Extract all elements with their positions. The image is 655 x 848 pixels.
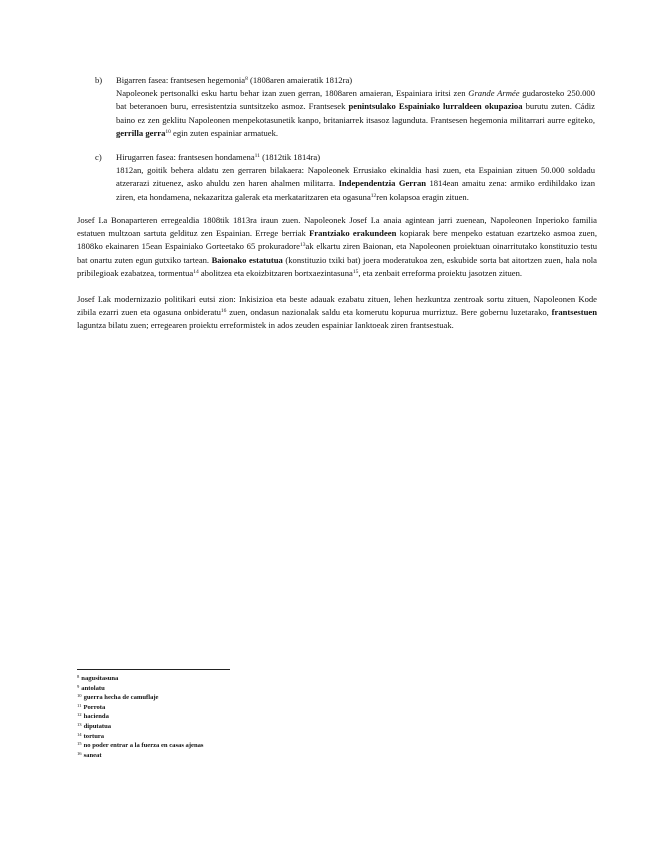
footnote: $^{16}$ saneat <box>77 750 102 759</box>
footnote: $^{12}$ hacienda <box>77 712 109 721</box>
footnote: $^{13}$ diputatua <box>77 721 112 730</box>
footnote: $^9$ antolatu <box>77 683 105 692</box>
section-c-body: 1812an, goitik behera aldatu zen gerraren bilakaera: Napoleonek Errusiako ekinaldia hasi zuen, eta Espainian zituen 50.000 soldadu atzerarazi zituenez, asko ahuldu zen haren ahalmen militarra. Independentzia Gerran 1814ean amaitu zena: armiko erdihildako izan ziren, eta hondamena, nekazaritza galerak eta merkataritzaren eta ogasuna$^{12}$ren kolapsoa eragin zituen. <box>116 165 596 202</box>
footnote-separator <box>77 669 230 670</box>
section-b <box>95 74 595 140</box>
section-b-body: Napoleonek pertsonalki esku hartu behar izan zuen gerran, 1808aren amaieran, Espainiara iritsi zen Grande Armée gudarosteko 250.000 bat beteranoen buru, erresistentzia suntsitzeko asmoz. Frantsesek penintsulako Espainiako lurraldeen okupazioa burutu zuten. Cádiz baino ez zen geklitu Napoleonen menpekotasunetik kanpo, britaniarrek itsasoz lagunduta. Frantsesen hegemonia militarrari aurre egiteko, gerrilla gerra$^{10}$ egin zuten espainiar armatuek. <box>116 88 595 138</box>
footnote: $^{11}$ Porrota <box>77 702 106 711</box>
footnote: $^{14}$ tortura <box>77 731 105 740</box>
paragraph-modernization: Josef I.ak modernizazio politikari eutsi zion: Inkisizioa eta beste adauak ezabatu zituen, lehen hezkuntza zentroak sortu zituen, Napoleonen Kode zibila ezarri zuen eta ogasuna onbideratu$^{16}$ zuen, ondasun nazionalak saldu eta komerutu kopurua murriztuz. Bere gobernu luzetarako, frantsestuen laguntza bilatu zuen; erregearen proiektu erreformistek in ados zeuden espainiar Ianktoeak ziren frantsestuak. <box>77 294 597 331</box>
footnote: $^{15}$ no poder entrar a la fuerza en casas ajenas <box>77 741 204 750</box>
section-c <box>95 151 595 204</box>
list-marker-c: c) <box>95 152 102 162</box>
list-marker-b: b) <box>95 75 103 85</box>
paragraph-bonaparte: Josef I.a Bonaparteren erregealdia 1808tik 1813ra iraun zuen. Napoleonek Josef I.a anaia agintean jarri zuenean, Napoleonen Inperioko familia estatuen multzoan sartuta geldituz zen Espainian. Errege berriak Frantziako erakundeen kopiarak bere menpeko estatuan ezartzeko asmoa zuen, 1808ko ekainaren 15ean Espainiako Gorteetako 65 prokuradore$^{13}$ak elkartu ziren Baionan, eta Napoleonen proiektuan oinarritutako konstituzio testu bat onartu zuten egun gutxiko tartean. Baionako estatutua (konstituzio txiki bat) joera moderatukoa zen, eskubide sorta bat aitortzen zuen, hala nola pribilegioak ezabatzea, tormentua$^{14}$ abolitzea eta ekoizbitzaren bortxaezintasuna$^{15}$, eta zenbait erreforma proiektu jasotzen zituen. <box>77 215 597 278</box>
section-c-title: Hirugarren fasea: frantsesen hondamena$^{11}$ (1812tik 1814ra) <box>116 152 321 162</box>
footnotes <box>77 674 377 760</box>
footnote: $^{10}$ guerra hecha de camuflaje <box>77 693 159 702</box>
section-b-title: Bigarren fasea: frantsesen hegemonia$^8$ (1808aren amaieratik 1812ra) <box>116 75 353 85</box>
footnote: $^8$ nagusitasuna <box>77 674 119 682</box>
